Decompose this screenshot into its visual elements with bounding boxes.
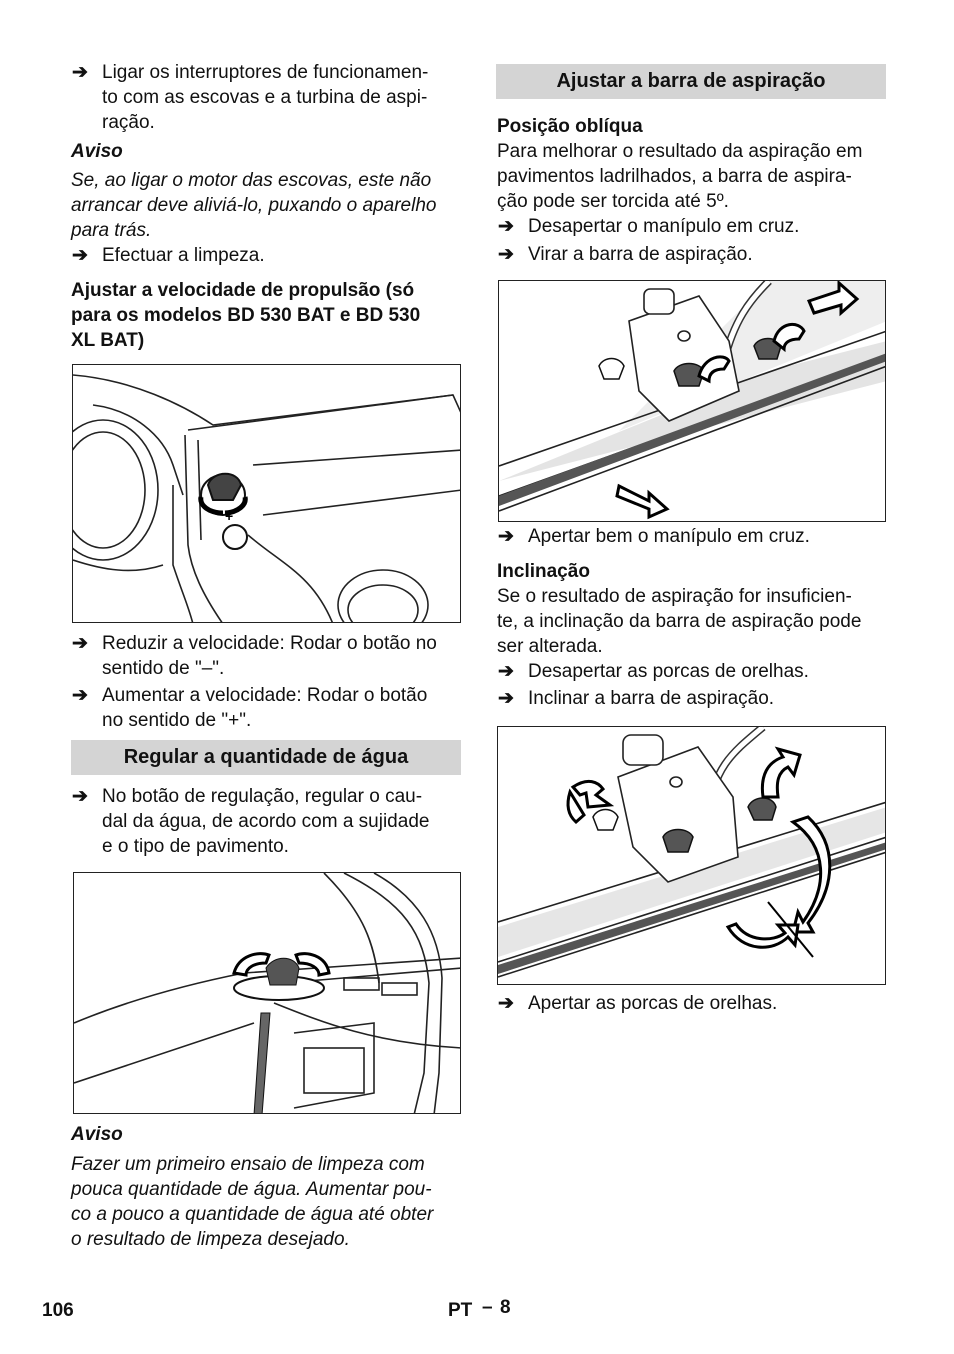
- step-incline-bar: [498, 686, 888, 711]
- arrow-right-icon: ➔: [498, 216, 514, 237]
- step-increase-speed: [72, 683, 462, 733]
- step-text: Inclinar a barra de aspiração.: [528, 688, 775, 709]
- figure-oblique-bar: [498, 280, 886, 522]
- arrow-right-icon: ➔: [72, 633, 88, 654]
- note-text: Fazer um primeiro ensaio de limpeza com pouca quantidade de água. Aumentar pou- co a pouco a quantidade de água até obter o resultado de limpeza desejado.: [71, 1154, 434, 1250]
- language-code: PT: [448, 1300, 473, 1321]
- step-clean: [72, 243, 462, 268]
- step-text: Aumentar a velocidade: Rodar o botão no sentido de "+".: [102, 685, 428, 731]
- section-heading-water: Regular a quantidade de água: [71, 740, 461, 775]
- arrow-right-icon: ➔: [72, 245, 88, 266]
- step-switch-on: [72, 60, 462, 135]
- arrow-right-icon: ➔: [498, 244, 514, 265]
- step-text: Apertar bem o manípulo em cruz.: [528, 526, 810, 547]
- step-reduce-speed: [72, 631, 462, 681]
- paragraph-inclination: Se o resultado de aspiração for insuficien- te, a inclinação da barra de aspiração pode ser alterada.: [497, 586, 862, 657]
- step-text: Ligar os interruptores de funcionamen- to com as escovas e a turbina de aspi- ração.: [102, 62, 429, 133]
- heading-speed: Ajustar a velocidade de propulsão (só para os modelos BD 530 BAT e BD 530 XL BAT): [71, 280, 421, 351]
- step-regulate-water: [72, 784, 462, 859]
- section-heading-bar: Ajustar a barra de aspiração: [496, 64, 886, 99]
- svg-text:+: +: [225, 508, 234, 524]
- arrow-right-icon: ➔: [498, 993, 514, 1014]
- step-loosen-knob: [498, 214, 888, 239]
- step-tighten-wing-nuts: [498, 991, 888, 1016]
- arrow-right-icon: ➔: [498, 688, 514, 709]
- note-title: Aviso: [71, 141, 123, 162]
- step-text: Reduzir a velocidade: Rodar o botão no sentido de "–".: [102, 633, 437, 679]
- step-loosen-wing-nuts: [498, 659, 888, 684]
- step-text: Desapertar as porcas de orelhas.: [528, 661, 809, 682]
- page-number: 106: [42, 1300, 74, 1321]
- subheading-inclination: Inclinação: [497, 561, 590, 582]
- section-page-number: 8: [500, 1297, 511, 1318]
- subheading-oblique: Posição oblíqua: [497, 116, 643, 137]
- step-text: No botão de regulação, regular o cau- dal da água, de acordo com a sujidade e o tipo de pavimento.: [102, 786, 430, 857]
- step-text: Virar a barra de aspiração.: [528, 244, 753, 265]
- arrow-right-icon: ➔: [72, 786, 88, 807]
- figure-speed-knob: [72, 364, 461, 623]
- step-turn-bar: [498, 242, 888, 267]
- step-text: Desapertar o manípulo em cruz.: [528, 216, 800, 237]
- step-text: Apertar as porcas de orelhas.: [528, 993, 778, 1014]
- note-title: Aviso: [71, 1124, 123, 1145]
- arrow-right-icon: ➔: [72, 62, 88, 83]
- arrow-right-icon: ➔: [72, 685, 88, 706]
- arrow-right-icon: ➔: [498, 661, 514, 682]
- step-text: Efectuar a limpeza.: [102, 245, 265, 266]
- figure-water-knob: [73, 872, 461, 1114]
- step-tighten-knob: [498, 524, 888, 549]
- figure-inclination: [497, 726, 886, 985]
- note-text: Se, ao ligar o motor das escovas, este não arrancar deve aliviá-lo, puxando o aparelho para trás.: [71, 170, 437, 241]
- arrow-right-icon: ➔: [498, 526, 514, 547]
- footer-dash: –: [482, 1297, 493, 1318]
- paragraph-oblique: Para melhorar o resultado da aspiração em pavimentos ladrilhados, a barra de aspira- ção pode ser torcida até 5º.: [497, 141, 863, 212]
